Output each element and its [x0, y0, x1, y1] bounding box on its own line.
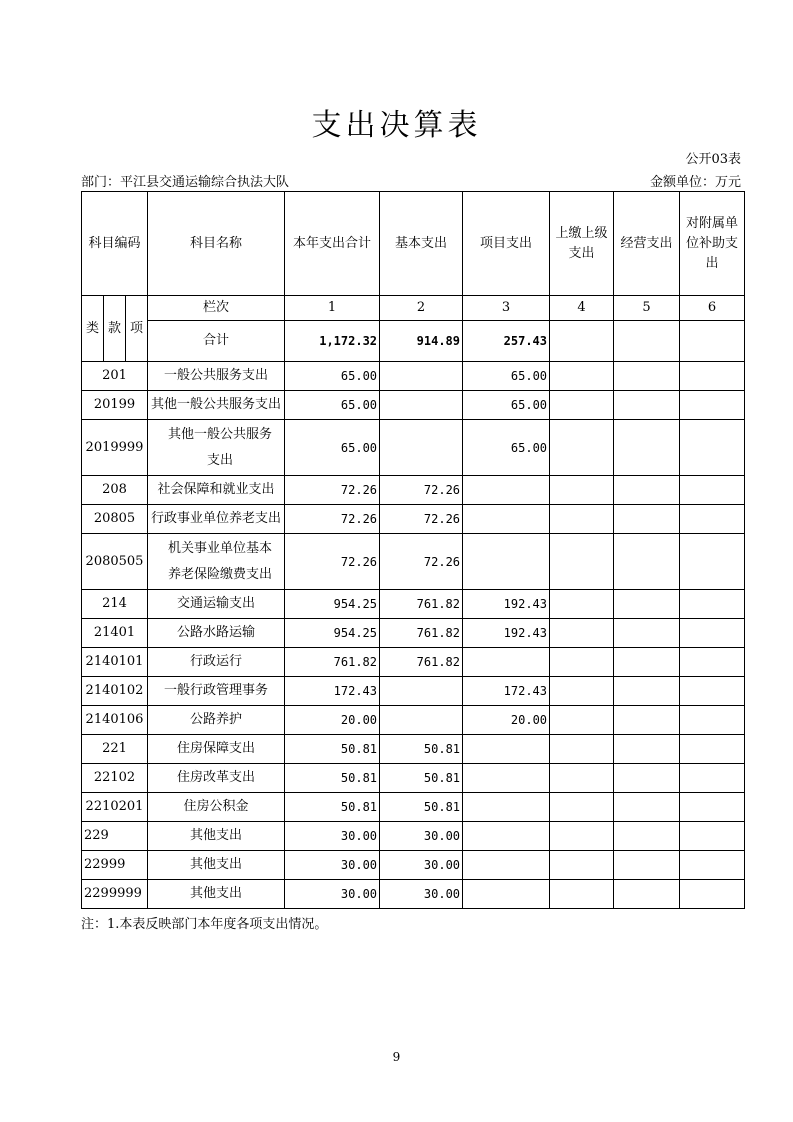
col-num-5: 5: [614, 296, 680, 321]
header-kuan: 款: [104, 296, 126, 362]
row-total: 72.26: [285, 534, 380, 590]
row-basic: [380, 706, 463, 735]
row-project: [463, 822, 550, 851]
row-business: [614, 735, 680, 764]
total-upper: [550, 321, 614, 362]
row-name: 其他支出: [148, 822, 285, 851]
row-code: 214: [82, 590, 148, 619]
row-name: 行政运行: [148, 648, 285, 677]
row-total: 761.82: [285, 648, 380, 677]
row-business: [614, 822, 680, 851]
col-num-3: 3: [463, 296, 550, 321]
row-upper: [550, 793, 614, 822]
row-upper: [550, 677, 614, 706]
row-basic: 30.00: [380, 880, 463, 909]
row-project: 192.43: [463, 619, 550, 648]
row-basic: 50.81: [380, 764, 463, 793]
row-project: [463, 764, 550, 793]
row-code: 2140106: [82, 706, 148, 735]
row-project: [463, 476, 550, 505]
row-name: 其他一般公共服务支出: [148, 391, 285, 420]
row-project: 65.00: [463, 420, 550, 476]
row-total: 50.81: [285, 793, 380, 822]
footnote: 注：1.本表反映部门本年度各项支出情况。: [81, 917, 328, 932]
header-upper-text: 上缴上级支出: [555, 225, 608, 261]
row-business: [614, 648, 680, 677]
row-total: 954.25: [285, 619, 380, 648]
page-number: 9: [392, 1050, 401, 1064]
row-project: [463, 880, 550, 909]
row-subsidiary: [680, 619, 745, 648]
row-total: 65.00: [285, 362, 380, 391]
row-project: 20.00: [463, 706, 550, 735]
row-upper: [550, 534, 614, 590]
table-row: [82, 590, 745, 619]
row-business: [614, 851, 680, 880]
row-name: 一般行政管理事务: [148, 677, 285, 706]
row-basic: 72.26: [380, 505, 463, 534]
department-label: 部门：平江县交通运输综合执法大队: [81, 175, 290, 190]
row-subsidiary: [680, 677, 745, 706]
row-project: [463, 735, 550, 764]
row-project: [463, 505, 550, 534]
page-title: 支出决算表: [311, 108, 482, 143]
row-business: [614, 476, 680, 505]
row-basic: 761.82: [380, 590, 463, 619]
row-basic: [380, 420, 463, 476]
table-row: [82, 505, 745, 534]
row-code: 2019999: [82, 420, 148, 476]
row-code: 2299999: [82, 880, 148, 909]
row-upper: [550, 476, 614, 505]
col-num-4: 4: [550, 296, 614, 321]
row-subsidiary: [680, 476, 745, 505]
row-subsidiary: [680, 706, 745, 735]
row-upper: [550, 822, 614, 851]
table-row: [82, 648, 745, 677]
table-row: [82, 420, 745, 476]
row-name: 一般公共服务支出: [148, 362, 285, 391]
header-upper: [550, 192, 614, 296]
row-upper: [550, 362, 614, 391]
header-row: [82, 192, 745, 296]
row-business: [614, 534, 680, 590]
row-upper: [550, 505, 614, 534]
row-code: 2140102: [82, 677, 148, 706]
row-upper: [550, 880, 614, 909]
row-subsidiary: [680, 880, 745, 909]
row-basic: [380, 677, 463, 706]
row-business: [614, 505, 680, 534]
row-business: [614, 706, 680, 735]
row-subsidiary: [680, 420, 745, 476]
total-amount: 1,172.32: [285, 321, 380, 362]
row-total: 65.00: [285, 420, 380, 476]
expenditure-table: [81, 191, 745, 909]
total-subsidiary: [680, 321, 745, 362]
row-total: 954.25: [285, 590, 380, 619]
row-code: 229: [82, 822, 148, 851]
row-total: 72.26: [285, 476, 380, 505]
header-code: 科目编码: [82, 192, 148, 296]
total-label: 合计: [148, 321, 285, 362]
row-name: 住房保障支出: [148, 735, 285, 764]
total-business: [614, 321, 680, 362]
lanci-label: 栏次: [148, 296, 285, 321]
row-basic: [380, 362, 463, 391]
row-project: 65.00: [463, 362, 550, 391]
row-name: 其他支出: [148, 880, 285, 909]
row-code: 22102: [82, 764, 148, 793]
row-name: 社会保障和就业支出: [148, 476, 285, 505]
row-total: 72.26: [285, 505, 380, 534]
table-row: [82, 822, 745, 851]
row-business: [614, 420, 680, 476]
row-total: 50.81: [285, 764, 380, 793]
row-project: [463, 851, 550, 880]
lanci-row: [82, 296, 745, 321]
row-code: 2210201: [82, 793, 148, 822]
header-subsidiary-text: 对附属单位补助支出: [686, 215, 739, 271]
row-name: 交通运输支出: [148, 590, 285, 619]
row-code: 20805: [82, 505, 148, 534]
row-business: [614, 677, 680, 706]
row-name: 机关事业单位基本养老保险缴费支出: [148, 534, 285, 590]
row-basic: 50.81: [380, 793, 463, 822]
row-name: 其他一般公共服务支出: [148, 420, 285, 476]
row-business: [614, 362, 680, 391]
table-row: [82, 793, 745, 822]
row-name: 住房改革支出: [148, 764, 285, 793]
row-subsidiary: [680, 391, 745, 420]
row-subsidiary: [680, 590, 745, 619]
col-num-2: 2: [380, 296, 463, 321]
row-code: 21401: [82, 619, 148, 648]
row-upper: [550, 648, 614, 677]
row-upper: [550, 590, 614, 619]
row-business: [614, 619, 680, 648]
row-project: 172.43: [463, 677, 550, 706]
row-name: 公路养护: [148, 706, 285, 735]
row-total: 65.00: [285, 391, 380, 420]
row-basic: 50.81: [380, 735, 463, 764]
row-basic: 72.26: [380, 534, 463, 590]
total-basic: 914.89: [380, 321, 463, 362]
table-row: [82, 534, 745, 590]
row-subsidiary: [680, 851, 745, 880]
table-row: [82, 362, 745, 391]
row-business: [614, 793, 680, 822]
row-total: 50.81: [285, 735, 380, 764]
row-basic: 761.82: [380, 619, 463, 648]
table-row: [82, 764, 745, 793]
header-subsidiary: [680, 192, 745, 296]
row-upper: [550, 735, 614, 764]
row-subsidiary: [680, 822, 745, 851]
row-upper: [550, 391, 614, 420]
row-subsidiary: [680, 648, 745, 677]
header-xiang: 项: [126, 296, 148, 362]
row-subsidiary: [680, 793, 745, 822]
header-total: 本年支出合计: [285, 192, 380, 296]
row-subsidiary: [680, 735, 745, 764]
row-code: 2080505: [82, 534, 148, 590]
row-project: [463, 793, 550, 822]
row-total: 30.00: [285, 851, 380, 880]
header-business: 经营支出: [614, 192, 680, 296]
row-code: 208: [82, 476, 148, 505]
row-total: 30.00: [285, 880, 380, 909]
unit-label: 金额单位：万元: [649, 175, 741, 190]
table-row: [82, 677, 745, 706]
header-lei: 类: [82, 296, 104, 362]
total-project: 257.43: [463, 321, 550, 362]
row-total: 30.00: [285, 822, 380, 851]
row-name: 其他支出: [148, 851, 285, 880]
row-code: 2140101: [82, 648, 148, 677]
row-basic: 30.00: [380, 851, 463, 880]
row-subsidiary: [680, 505, 745, 534]
row-basic: 72.26: [380, 476, 463, 505]
table-row: [82, 880, 745, 909]
table-row: [82, 476, 745, 505]
row-upper: [550, 706, 614, 735]
row-project: [463, 534, 550, 590]
table-row: [82, 619, 745, 648]
row-project: [463, 648, 550, 677]
row-upper: [550, 764, 614, 793]
row-subsidiary: [680, 534, 745, 590]
row-project: 65.00: [463, 391, 550, 420]
row-total: 172.43: [285, 677, 380, 706]
row-project: 192.43: [463, 590, 550, 619]
row-business: [614, 880, 680, 909]
row-code: 221: [82, 735, 148, 764]
row-name: 住房公积金: [148, 793, 285, 822]
header-name: 科目名称: [148, 192, 285, 296]
table-row: [82, 851, 745, 880]
row-basic: 761.82: [380, 648, 463, 677]
total-row: [82, 321, 745, 362]
row-code: 22999: [82, 851, 148, 880]
row-business: [614, 391, 680, 420]
col-num-6: 6: [680, 296, 745, 321]
row-basic: 30.00: [380, 822, 463, 851]
row-total: 20.00: [285, 706, 380, 735]
row-business: [614, 764, 680, 793]
form-number: 公开03表: [685, 152, 741, 167]
row-code: 20199: [82, 391, 148, 420]
table-row: [82, 735, 745, 764]
col-num-1: 1: [285, 296, 380, 321]
table-row: [82, 706, 745, 735]
row-upper: [550, 619, 614, 648]
row-upper: [550, 420, 614, 476]
row-name: 公路水路运输: [148, 619, 285, 648]
row-subsidiary: [680, 764, 745, 793]
table-row: [82, 391, 745, 420]
row-upper: [550, 851, 614, 880]
row-basic: [380, 391, 463, 420]
row-subsidiary: [680, 362, 745, 391]
row-code: 201: [82, 362, 148, 391]
header-project: 项目支出: [463, 192, 550, 296]
row-business: [614, 590, 680, 619]
row-name: 行政事业单位养老支出: [148, 505, 285, 534]
header-basic: 基本支出: [380, 192, 463, 296]
